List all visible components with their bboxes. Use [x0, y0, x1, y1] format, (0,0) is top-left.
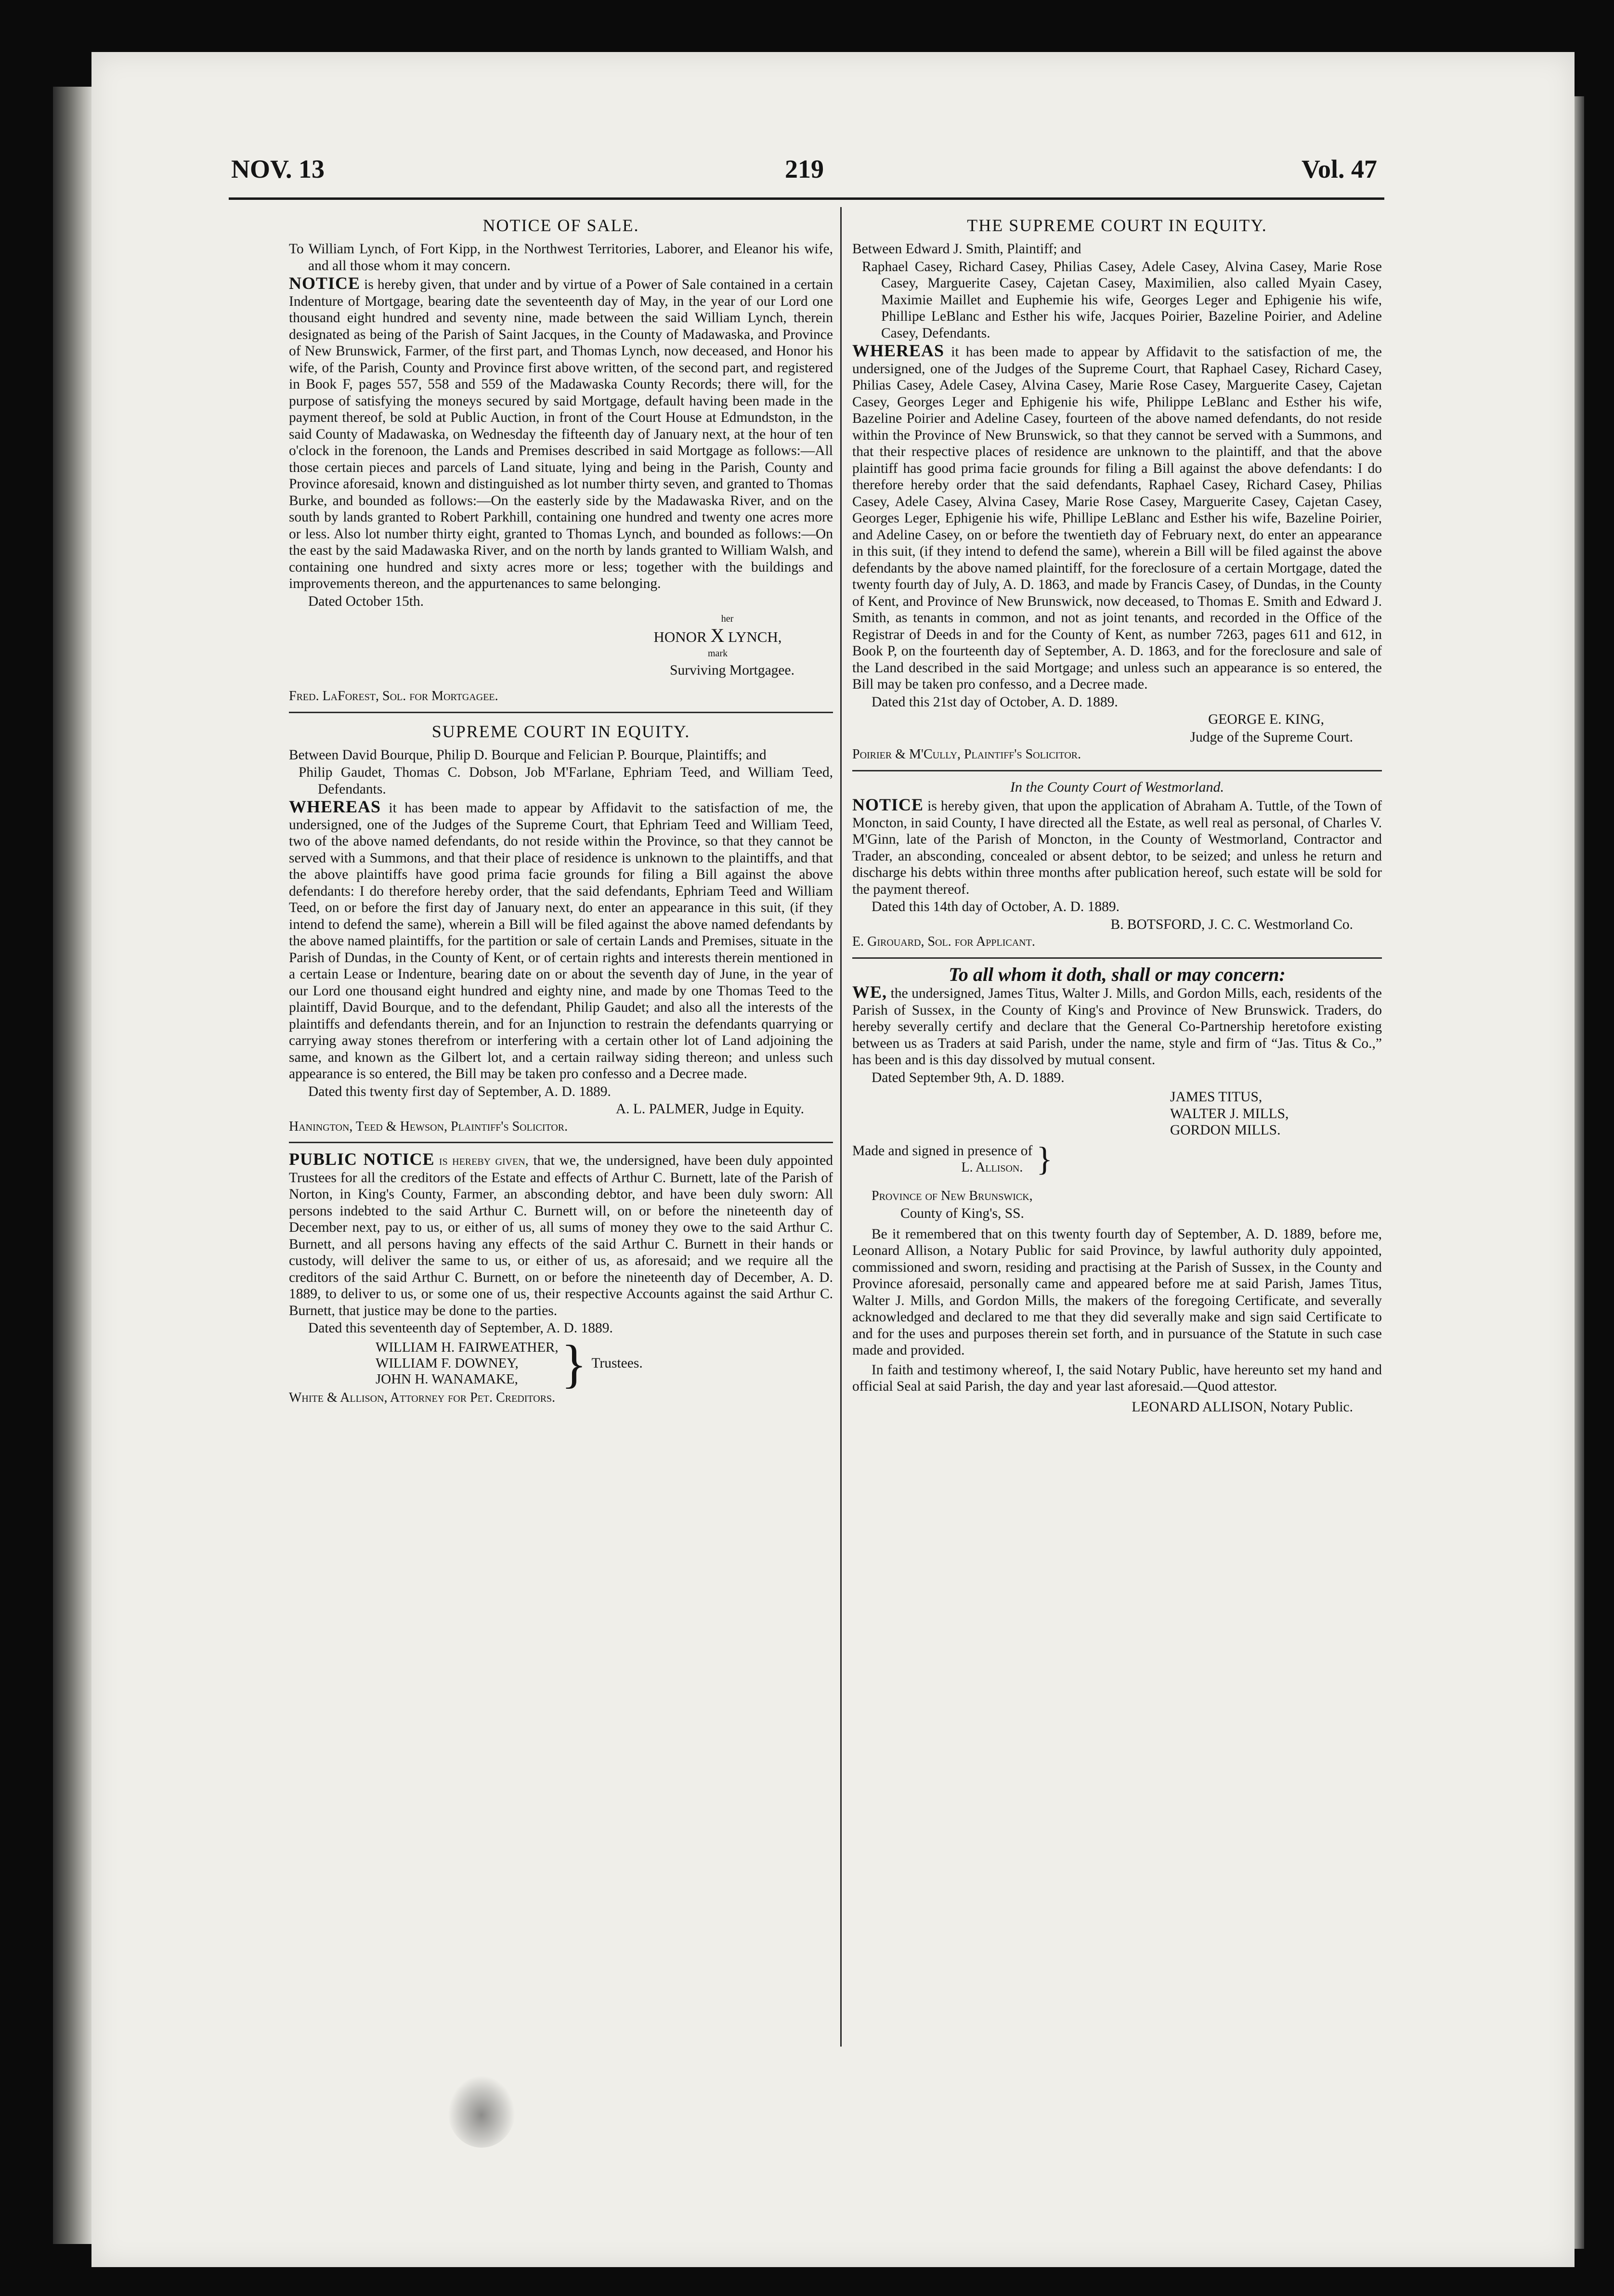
- book-edge-right: [1575, 96, 1584, 2249]
- court-text: it has been made to appear by Affidavit to the satisfaction of me, the undersigned, one of the Judges of the Supreme Court, that Ephriam Teed and William Teed, two of the above named defendants, do not reside within the Province, so that they cannot be served with a Summons, and that their place of residence is unknown to the plaintiffs, and that the above plaintiffs have good prima facie grounds for filing a Bill against the above defendants: I do therefore hereby order, that the said defendants, Ephriam Teed and William Teed, on or before the first day of January next, do enter an appearance in this suit, (if they intend to defend the same), wherein a Bill will be filed against the above named defendants by the above named plaintiffs, for the partition or sale of certain Lands and Premises, situate in the Parish of Dundas, in the County of Kent, or of certain rights and interests therein mentioned in a certain Lease or Indenture, bearing date on or about the seventh day of June, in the year of our Lord one thousand eight hundred and eighty nine, and made by one Thomas Teed to the plaintiff, David Bourque, and to the defendant, Philip Gaudet; and also all the interests of the plaintiffs and defendants therein, and for an Injunction to restrain the defendants quarrying or carrying away stones therefrom or interfering with a certain other lot of Land adjoining the same, and known as the Gilbert lot, and a certain railway siding thereon; and unless such appearance is so entered, the Bill may be taken pro confesso and a Decree made.: [289, 800, 833, 1082]
- county-court-text: is hereby given, that upon the application of Abraham A. Tuttle, of the Town of Moncton, in said County, I have directed all the Estate, as well real as personal, of Charles V. M'Ginn, late of the Parish of Moncton, in the County of Westmorland, Contractor and Trader, an absconding, concealed or absent debtor, to be seized; and unless he return and discharge his debts within three months after publication hereof, such estate will be sold for the payment thereof.: [852, 798, 1382, 897]
- whereas-lead-word: WHEREAS: [289, 797, 381, 816]
- right-court-plaintiff: Between Edward J. Smith, Plaintiff; and: [852, 241, 1081, 257]
- mortgagee-signature: [289, 611, 833, 678]
- partner-name: WALTER J. MILLS,: [1170, 1106, 1289, 1122]
- signature-last-name: LYNCH,: [728, 628, 782, 645]
- notice-lead-word: NOTICE: [289, 274, 361, 293]
- right-court-solicitor: Poirier & M'Cully, Plaintiff's Solicitor.: [852, 747, 1081, 762]
- trustee-name: WILLIAM H. FAIRWEATHER,: [376, 1340, 559, 1355]
- witness-name: L. Allison.: [961, 1160, 1023, 1175]
- notice-of-sale-title: NOTICE OF SALE.: [482, 216, 639, 235]
- whereas-lead-word: WHEREAS: [852, 341, 945, 360]
- notice-of-sale-body: [289, 275, 833, 592]
- public-notice-text: that we, the undersigned, have been duly appointed Trustees for all the creditors of the Estate and effects of Arthur C. Burnett, late of the Parish of Norton, in King's County, Farmer, an absconding debtor, and have been duly sworn: All persons indebted to the said Arthur C. Burnett will, on or before the nineteenth day of December next, pay to us, or either of us, all sums of money they owe to the said Arthur C. Burnett, and all persons having any effects of the said Arthur C. Burnett in their hands or custody, will deliver the same to us, or either of us, as aforesaid; and we require all the creditors of the said Arthur C. Burnett, on or before the nineteenth day of December, A. D. 1889, to deliver to us, or some one of us, their respective Accounts against the said Arthur C. Burnett, that justice may be done to the parties.: [289, 1153, 833, 1318]
- court-dated: Dated this twenty first day of September, A. D. 1889.: [308, 1083, 611, 1099]
- concern-heading: To all whom it doth, shall or may concern:: [949, 963, 1286, 985]
- partner-name: GORDON MILLS.: [1170, 1122, 1281, 1138]
- witness-line: Made and signed in presence of: [852, 1143, 1033, 1159]
- header-page-number: 219: [785, 155, 824, 183]
- ink-smudge: [448, 2075, 515, 2148]
- county-court-dated: Dated this 14th day of October, A. D. 1889.: [872, 899, 1119, 914]
- concern-dated: Dated September 9th, A. D. 1889.: [872, 1070, 1065, 1085]
- public-notice-dated: Dated this seventeenth day of September, A. D. 1889.: [308, 1320, 613, 1336]
- signature-cross-mark: X: [710, 624, 725, 646]
- supreme-court-title: SUPREME COURT IN EQUITY.: [431, 721, 690, 741]
- we-lead-word: WE,: [852, 982, 887, 1002]
- public-notice-attorney: White & Allison, Attorney for Pet. Creditors.: [289, 1390, 556, 1405]
- header-date: NOV. 13: [231, 155, 325, 183]
- right-court-body: [852, 342, 1382, 693]
- partners-signatures: [852, 1089, 1382, 1139]
- trustee-name: JOHN H. WANAMAKE,: [376, 1371, 518, 1387]
- public-notice-lead: PUBLIC NOTICE: [289, 1149, 435, 1169]
- trustees-label: Trustees.: [591, 1356, 643, 1371]
- county-court-heading: In the County Court of Westmorland.: [1010, 779, 1224, 795]
- section-rule: [289, 1142, 833, 1143]
- right-court-defendants: Raphael Casey, Richard Casey, Philias Casey, Adele Casey, Alvina Casey, Marie Rose Casey, Marguerite Casey, Cajetan Casey, Maximilien, also called Myain Casey, Maximie Maillet and Euphemie his wife, Georges Leger and Ephigenie his wife, Phillipe LeBlanc and Esther his wife, Jacques Poirier, Bazeline Poirier, and Adeline Casey, Defendants.: [862, 259, 1382, 341]
- signature-her: her: [721, 613, 734, 624]
- notice-of-sale-solicitor: Fred. LaForest, Sol. for Mortgagee.: [289, 689, 498, 704]
- header-volume: Vol. 47: [1301, 155, 1377, 183]
- signature-role: Surviving Mortgagee.: [670, 662, 794, 678]
- notice-of-sale-text: is hereby given, that under and by virtue of a Power of Sale contained in a certain Indenture of Mortgage, bearing date the seventeenth day of May, in the year of our Lord one thousand eight hundred and seventy nine, made between the said William Lynch, therein designated as being of the Parish of Saint Jacques, in the County of Madawaska, and Province of New Brunswick, Farmer, of the first part, and Thomas Lynch, now deceased, and Honor his wife, of the Parish, County and Province first above written, of the second part, and registered in Book F, pages 557, 558 and 559 of the Madawaska County Records; there will, for the purpose of satisfying the moneys secured by said Mortgage, default having been made in the payment thereof, be sold at Public Auction, in front of the Court House at Edmundston, in the said County of Madawaska, on Wednesday the fifteenth day of January next, at the hour of ten o'clock in the forenoon, the Lands and Premises described in said Mortgage as follows:—All those certain pieces and parcels of Land situate, lying and being in the Parish, County and Province aforesaid, known and distinguished as lot number thirty seven, and granted to Thomas Burke, and bounded as follows:—On the easterly side by the Madawaska River, and on the south by lands granted to Robert Parkhill, containing one hundred and twenty one acres more or less. Also lot number thirty eight, granted to Thomas Lynch, and bounded as follows:—On the east by the said Madawaska River, and on the north by lands granted to William Walsh, and containing one hundred and sixty acres more or less; together with the buildings and improvements thereon, and the appurtenances to same belonging.: [289, 277, 833, 591]
- signature-mark: mark: [708, 648, 728, 659]
- right-court-judge: GEORGE E. KING,: [1208, 712, 1324, 727]
- county-court-judge: B. BOTSFORD, J. C. C. Westmorland Co.: [1110, 916, 1353, 932]
- trustee-name: WILLIAM F. DOWNEY,: [376, 1356, 519, 1371]
- page-header: [231, 144, 1377, 197]
- concern-text: the undersigned, James Titus, Walter J. Mills, and Gordon Mills, each, residents of the Parish of Sussex, in the County of King's and Province of New Brunswick. Traders, do hereby severally certify and declare that the General Co-Partnership heretofore existing between us as Traders at said Parish, under the name, style and firm of “Jas. Titus & Co.,” has been and is this day dissolved by mutual consent.: [852, 986, 1382, 1068]
- county-line: County of King's, SS.: [900, 1206, 1024, 1221]
- county-court-body: [852, 796, 1382, 898]
- trustee-names: [376, 1340, 559, 1387]
- notice-of-sale-address: To William Lynch, of Fort Kipp, in the Northwest Territories, Laborer, and Eleanor his wife, and all those whom it may concern.: [289, 241, 833, 274]
- court-parties-plaintiffs: Between David Bourque, Philip D. Bourque and Felician P. Bourque, Plaintiffs; and: [289, 747, 767, 763]
- section-rule: [852, 770, 1382, 771]
- court-judge: A. L. PALMER, Judge in Equity.: [615, 1101, 804, 1117]
- court-solicitor: Hanington, Teed & Hewson, Plaintiff's Solicitor.: [289, 1119, 568, 1134]
- trustees-block: [376, 1334, 833, 1393]
- partner-name: JAMES TITUS,: [1170, 1089, 1263, 1105]
- signature-first-name: HONOR: [653, 628, 707, 645]
- header-rule: [229, 197, 1384, 200]
- section-rule: [289, 712, 833, 713]
- right-supreme-court-title: THE SUPREME COURT IN EQUITY.: [967, 216, 1267, 235]
- right-column: [852, 212, 1382, 1416]
- public-notice-lead-2: is hereby given,: [434, 1153, 529, 1168]
- notice-of-sale-dated: Dated October 15th.: [308, 593, 424, 609]
- court-body: [289, 798, 833, 1083]
- witness-brace: }: [1036, 1140, 1053, 1178]
- section-rule: [852, 957, 1382, 959]
- notice-lead-word: NOTICE: [852, 795, 924, 814]
- acknowledgement-text: Be it remembered that on this twenty fourth day of September, A. D. 1889, before me, Leonard Allison, a Notary Public for said Province, by lawful authority duly appointed, commissioned and sworn, residing and practising at the Parish of Sussex, in the County and Province aforesaid, personally came and appeared before me at said Parish, James Titus, Walter J. Mills, and Gordon Mills, the makers of the foregoing Certificate, and severally acknowledged and declared to me that they did severally make and sign said Certificate to and for the uses and purposes therein set forth, and in pursuance of the Statute in such case made and provided.: [852, 1226, 1382, 1358]
- faith-text: In faith and testimony whereof, I, the said Notary Public, have hereunto set my hand and official Seal at said Parish, the day and year last aforesaid.—Quod attestor.: [852, 1362, 1382, 1394]
- province-line: Province of New Brunswick,: [872, 1188, 1033, 1203]
- trustee-brace: }: [561, 1334, 587, 1393]
- public-notice-body: [289, 1151, 833, 1319]
- notary-signature: LEONARD ALLISON, Notary Public.: [1132, 1399, 1353, 1415]
- court-parties-defendants: Philip Gaudet, Thomas C. Dobson, Job M'Farlane, Ephriam Teed, and William Teed, Defendants.: [299, 765, 833, 797]
- book-edge-left: [53, 87, 94, 2244]
- right-court-text: it has been made to appear by Affidavit to the satisfaction of me, the undersigned, one of the Judges of the Supreme Court, that Raphael Casey, Richard Casey, Philias Casey, Adele Casey, Alvina Casey, Marie Rose Casey, Marguerite Casey, Cajetan Casey, Georges Leger and Ephigenie his wife, Philippe LeBlanc and Esther his wife, Bazeline Poirier and Adeline Casey, fourteen of the above named defendants, do not reside within the Province of New Brunswick, so that they cannot be served with a Summons, and that their respective places of residence are unknown to the plaintiff, and that the above plaintiff has good prima facie grounds for filing a Bill against the above defendants: I do therefore hereby order that the said defendants, Raphael Casey, Richard Casey, Philias Casey, Adele Casey, Alvina Casey, Marie Rose Casey, Marguerite Casey, Cajetan Casey, Georges Leger, Ephigenie his wife, Phillipe LeBlanc and Esther his wife, Bazeline Poirier, and Adeline Casey, on or before the twentieth day of February next, do enter an appearance in this suit, (if they intend to defend the same), wherein a Bill will be filed against the above defendants by the above named plaintiff, for the foreclosure of a certain Mortgage, dated the twenty fourth day of July, A. D. 1863, and made by Francis Casey, of Dundas, in the County of Kent, and Province of New Brunswick, now deceased, to Thomas E. Smith and Edward J. Smith, as tenants in common, and not as joint tenants, and recorded in the Office of the Registrar of Deeds in and for the County of Kent, as number 7263, pages 611 and 612, in Book P, on the fourteenth day of September, A. D. 1863, and for the foreclosure and sale of the Land described in the said Mortgage; and unless such an appearance is so entered, the Bill may be taken pro confesso, and a Decree made.: [852, 344, 1382, 692]
- column-divider: [840, 207, 842, 2047]
- right-court-judge-role: Judge of the Supreme Court.: [1190, 729, 1353, 745]
- concern-body: [852, 984, 1382, 1069]
- right-court-dated: Dated this 21st day of October, A. D. 1889.: [872, 694, 1118, 710]
- county-court-solicitor: E. Girouard, Sol. for Applicant.: [852, 934, 1035, 949]
- left-column: [289, 212, 833, 1407]
- witness-block: [852, 1140, 1382, 1178]
